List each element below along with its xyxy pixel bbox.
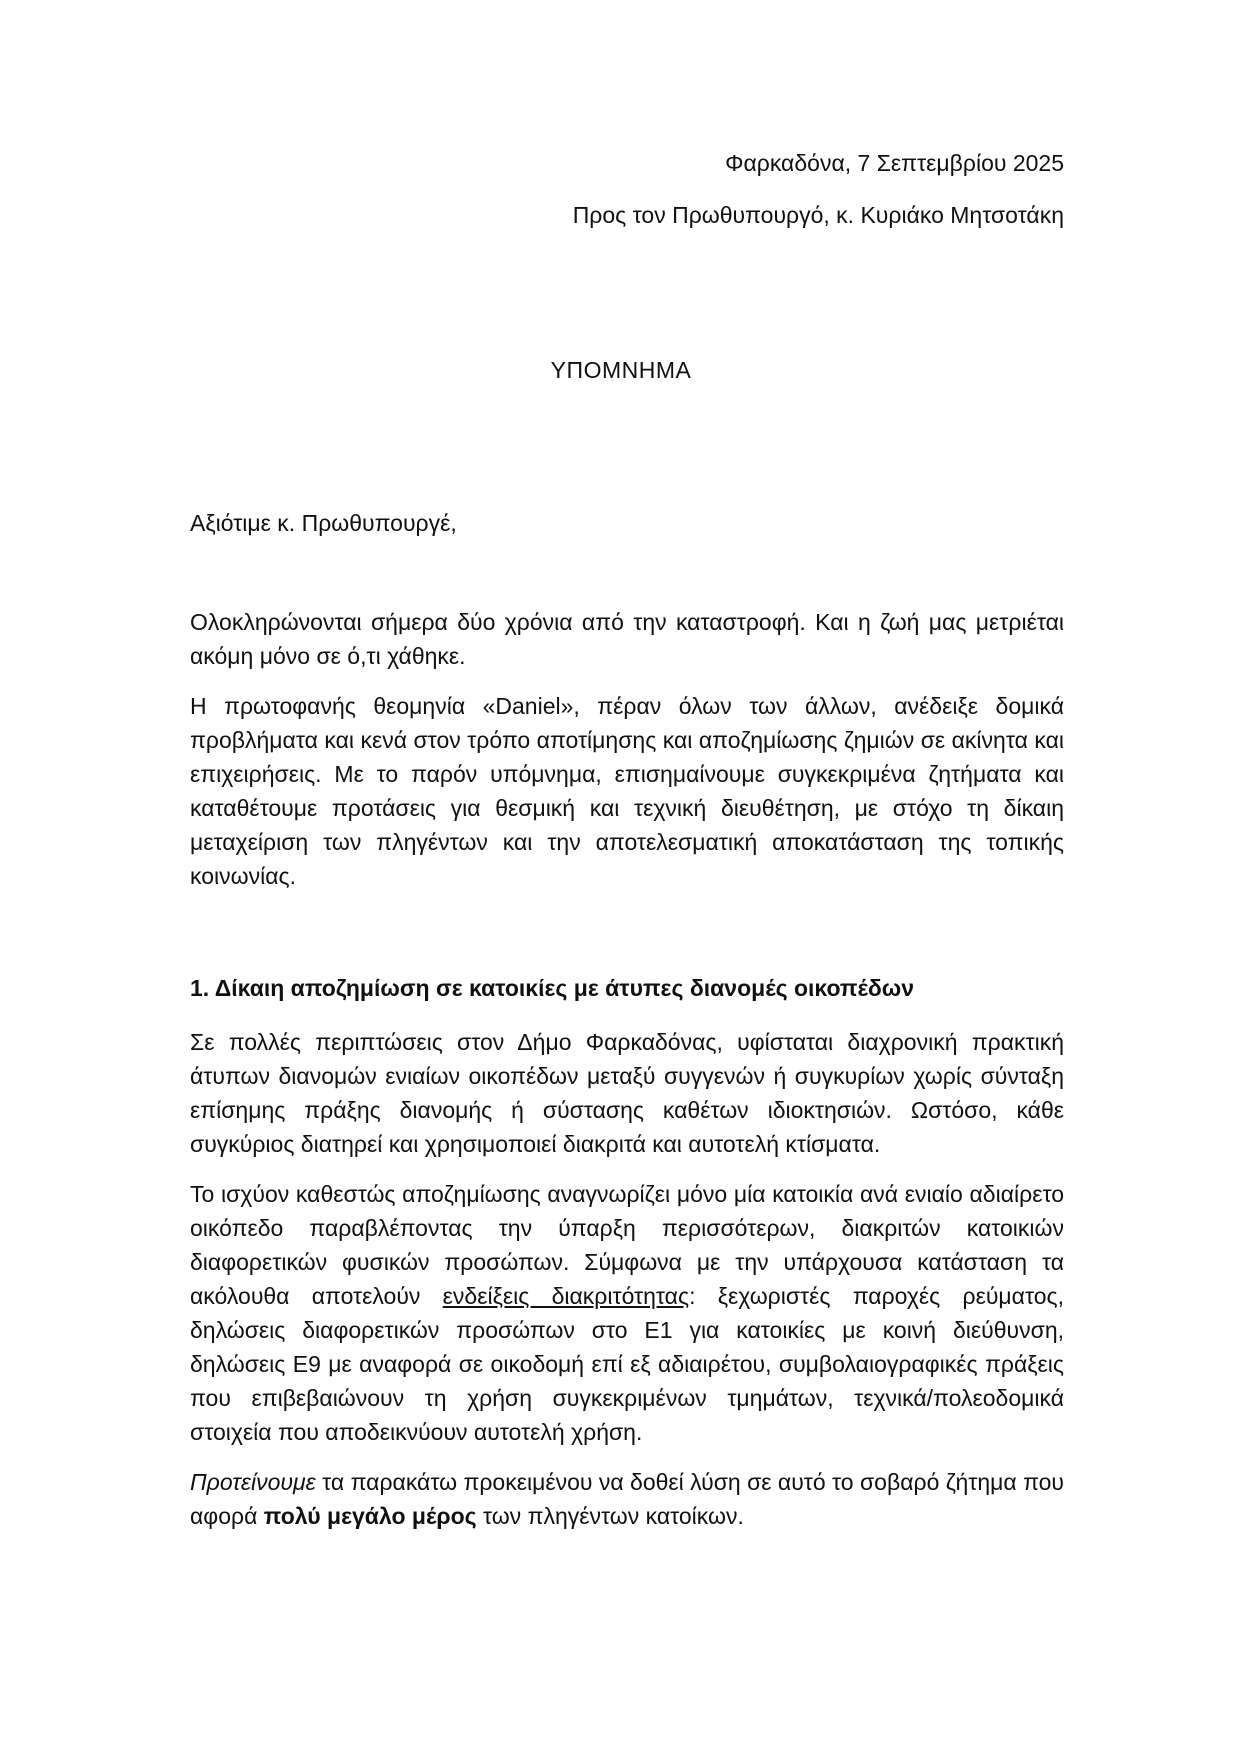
italic-phrase: Προτείνουμε	[190, 1469, 316, 1495]
recipient-line: Προς τον Πρωθυπουργό, κ. Κυριάκο Μητσοτάκη	[572, 202, 1064, 228]
underlined-phrase: ενδείξεις διακριτότητας	[442, 1283, 690, 1309]
section-1-paragraph-3	[190, 1465, 1064, 1533]
intro-paragraph-2: Η πρωτοφανής θεομηνία «Daniel», πέραν όλων των άλλων, ανέδειξε δομικά προβλήματα και κενά στον τρόπο αποτίμησης και αποζημίωσης ζημιών σε ακίνητα και επιχειρήσεις. Με το παρόν υπόμνημα, επισημαίνουμε συγκεκριμένα ζητήματα και καταθέτουμε προτάσεις για θεσμική και τεχνική διευθέτηση, με στόχο τη δίκαιη μεταχείριση των πληγέντων και την αποτελεσματική αποκατάσταση της τοπικής κοινωνίας.	[190, 693, 1064, 889]
section-1-number: 1.	[190, 975, 210, 1001]
intro-paragraph-1: Ολοκληρώνονται σήμερα δύο χρόνια από την καταστροφή. Και η ζωή μας μετριέται ακόμη μόνο σε ό,τι χάθηκε.	[190, 609, 1064, 669]
section-1-title: Δίκαιη αποζημίωση σε κατοικίες με άτυπες διανομές οικοπέδων	[214, 975, 915, 1001]
salutation: Αξιότιμε κ. Πρωθυπουργέ,	[190, 510, 457, 536]
section-1-paragraph-3-text-a: τα παρακάτω προκειμένου να δοθεί λύση σε αυτό το σοβαρό ζήτημα που αφορά	[190, 1469, 1065, 1529]
section-1-paragraph-1: Σε πολλές περιπτώσεις στον Δήμο Φαρκαδόνας, υφίσταται διαχρονική πρακτική άτυπων διανομών ενιαίων οικοπέδων μεταξύ συγγενών ή συγκυρίων χωρίς σύνταξη επίσημης πράξης διανομής ή σύστασης καθέτων ιδιοκτησιών. Ωστόσο, κάθε συγκύριος διατηρεί και χρησιμοποιεί διακριτά και αυτοτελή κτίσματα.	[190, 1029, 1064, 1157]
place-date: Φαρκαδόνα, 7 Σεπτεμβρίου 2025	[725, 150, 1064, 176]
section-1-paragraph-2-text-a: Το ισχύον καθεστώς αποζημίωσης αναγνωρίζει μόνο μία κατοικία ανά ενιαίο αδιαίρετο οικόπεδο παραβλέποντας την ύπαρξη περισσότερων, διακριτών κατοικιών διαφορετικών φυσικών προσώπων. Σύμφωνα με την υπάρχουσα κατάσταση τα ακόλουθα αποτελούν	[190, 1181, 1064, 1309]
document-title: ΥΠΟΜΝΗΜΑ	[550, 357, 692, 383]
bold-phrase: πολύ μεγάλο μέρος	[263, 1503, 477, 1529]
intro-block	[190, 605, 1064, 893]
section-1-paragraph-3-text-b: των πληγέντων κατοίκων.	[476, 1503, 744, 1529]
section-1-body	[190, 1025, 1064, 1533]
section-1-paragraph-2	[190, 1177, 1064, 1449]
section-1-heading	[190, 975, 1064, 1002]
section-1-paragraph-2-text-b: : ξεχωριστές παροχές ρεύματος, δηλώσεις διαφορετικών προσώπων στο Ε1 για κατοικίες με κοινή διεύθυνση, δηλώσεις Ε9 με αναφορά σε οικοδομή επί εξ αδιαιρέτου, συμβολαιογραφικές πράξεις που επιβεβαιώνουν τη χρήση συγκεκριμένων τμημάτων, τεχνικά/πολεοδομικά στοιχεία που αποδεικνύουν αυτοτελή χρήση.	[190, 1283, 1064, 1445]
